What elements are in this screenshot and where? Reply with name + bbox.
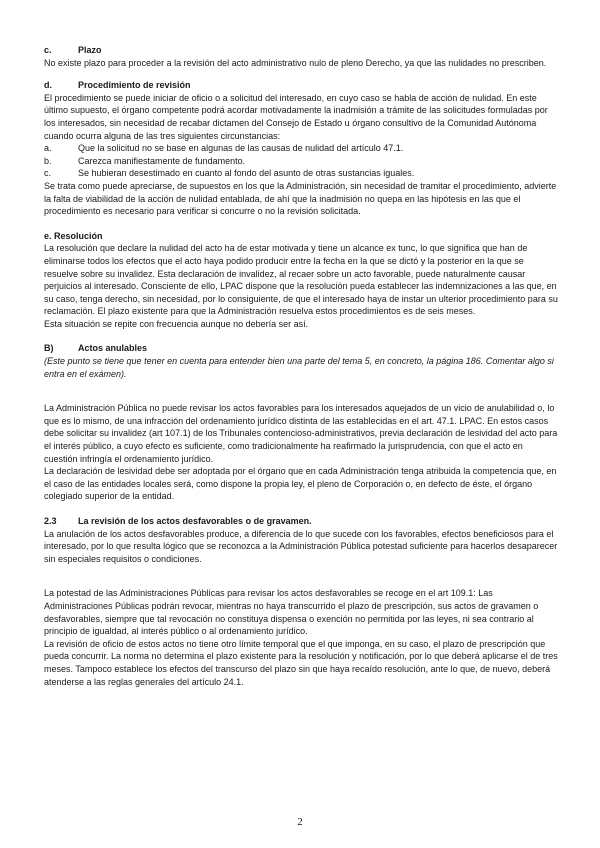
section-2-3-heading <box>44 515 558 528</box>
section-2-3-number: 2.3 <box>44 516 57 526</box>
section-d-after: Se trata como puede apreciarse, de supuestos en los que la Administración, sin necesidad de tramitar el procedimiento, advierte la falta de viabilidad de la acción de nulidad entablada, de ahí que la inadmisión no quepa en las hipótesis en las que el procedimiento es necesario para verificar si concurre o no la revisión solicitada. <box>44 180 557 217</box>
section-e-title: e. Resolución <box>44 230 103 241</box>
list-item-text: Que la solicitud no se base en algunas de las causas de nulidad del artículo 47.1. <box>78 143 404 154</box>
list-item-marker: c. <box>44 168 52 179</box>
list-item-marker: a. <box>44 143 52 154</box>
section-d-number: d. <box>44 80 52 91</box>
section-c-body: No existe plazo para proceder a la revisión del acto administrativo nulo de pleno Derecho, ya que las nulidades no prescriben. <box>44 57 547 68</box>
section-b-number: B) <box>44 343 54 354</box>
list-item-text: Se hubieran desestimado en cuanto al fondo del asunto de otras sustancias iguales. <box>78 168 415 179</box>
section-2-3-body-2: La potestad de las Administraciones Públicas para revisar los actos desfavorables se recoge en el art 109.1: Las Administraciones Públicas podrán revocar, mientras no haya transcurrido el plazo de prescripción, sus actos de gravamen o desfavorables, siempre que tal revocación no constituya dispensa o exención no permitida por las leyes, ni sea contrario al principio de igualdad, al interés público o al ordenamiento jurídico. <box>44 588 539 637</box>
section-b-body-1: La Administración Pública no puede revisar los actos favorables para los interesados aquejados de un vicio de anulabilidad o, lo que es lo mismo, de una infracción del ordenamiento jurídico distinta de las establecidas en el art. 47.1. LPAC. En estos casos debe solicitar su invalidez (art 107.1) de los Tribunales contencioso-administrativos, previa declaración de lesividad del acto para el interés público, a cuyo efecto es suficiente, como tradicionalmente ha reafirmado la jurisprudencia, con que el acto en cuestión infringía el ordenamiento jurídico. <box>44 403 558 464</box>
section-e-body: La resolución que declare la nulidad del acto ha de estar motivada y tiene un alcance ex tunc, lo que significa que han de eliminarse todos los efectos que el acto haya podido producir entre la fecha en la que se dictó y la posterior en la que se resuelve sobre su invalidez. Esta declaración de invalidez, al recaer sobre un acto favorable, puede naturalmente causar perjuicios al interesado. Consciente de ello, LPAC dispone que la resolución pueda establecer las indemnizaciones a las que, en su caso, tenga derecho, sin necesidad, por lo consiguiente, de que el interesado haya de instar un ulterior procedimiento para su reclamación. El plazo existente para que la Administración resuelva estos procedimientos es de seis meses. <box>44 243 558 317</box>
section-b-heading <box>44 342 558 355</box>
list-item-marker: b. <box>44 155 52 166</box>
section-c-number: c. <box>44 45 52 55</box>
section-b-italic-note: (Este punto se tiene que tener en cuenta para entender bien una parte del tema 5, en concreto, la página 186. Comentar algo si entra en el exámen). <box>44 356 554 379</box>
list-item <box>44 155 558 168</box>
section-2-3-body-3: La revisión de oficio de estos actos no tiene otro límite temporal que el que imponga, en su caso, el plazo de prescripción que pueda concurrir. La norma no determina el plazo existente para la resolución y notificación, por lo que deberá aplicarse el de tres meses. Tampoco establece los efectos del transcurso del plazo sin que haya recaído resolución, ante lo que, de nuevo, deberá atenderse a las reglas generales del artículo 24.1. <box>44 638 558 687</box>
section-e-heading <box>44 230 558 243</box>
section-c-heading <box>44 44 558 57</box>
section-2-3-title: La revisión de los actos desfavorables o de gravamen. <box>78 516 312 526</box>
page-number: 2 <box>297 816 303 828</box>
list-item <box>44 167 558 180</box>
section-2-3-body-1: La anulación de los actos desfavorables produce, a diferencia de lo que sucede con los favorables, efectos beneficiosos para el interesado, por lo que resulta lógico que se reconozca a la Administración Pública potestad suficiente para hacerlos desaparecer sin especiales requisitos o condiciones. <box>44 528 558 564</box>
section-b-body-2: La declaración de lesividad debe ser adoptada por el órgano que en cada Administración tenga atribuida la competencia que, en el caso de las entidades locales será, como dispone la propia ley, el pleno de Corporación o, en defecto de éste, el órgano colegiado superior de la entidad. <box>44 466 557 502</box>
section-e-note: Esta situación se repite con frecuencia aunque no debería ser así. <box>44 318 309 329</box>
document-page <box>44 44 558 688</box>
section-d-body: El procedimiento se puede iniciar de oficio o a solicitud del interesado, en cuyo caso se habla de acción de nulidad. En este último supuesto, el órgano competente podrá acordar motivadamente la inadmisión a trámite de las solicitudes formuladas por los interesados, sin necesidad de recabar dictamen del Consejo de Estado u órgano consultivo de la Comunidad Autónoma cuando ocurra alguna de las tres siguientes circunstancias: <box>44 92 548 141</box>
section-d-heading <box>44 79 558 92</box>
list-item-text: Carezca manifiestamente de fundamento. <box>78 155 246 166</box>
list-item <box>44 142 558 155</box>
section-b-title: Actos anulables <box>78 343 148 354</box>
section-c-title: Plazo <box>78 45 102 55</box>
section-d-title: Procedimiento de revisión <box>78 80 191 91</box>
